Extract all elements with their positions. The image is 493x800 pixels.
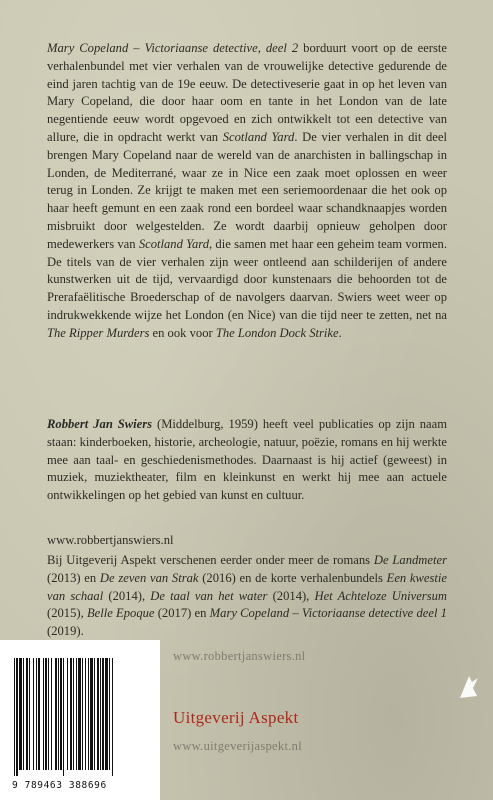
barcode-panel <box>0 640 160 800</box>
author-bio-text: (Middelburg, 1959) heeft veel publicaties op zijn naam staan: kinderboeken, historie, archeologie, natuur, poëzie, romans en hij werkte mee aan taal- en geschiedenismethodes. Daarnaast is hij actief (geweest) in muziek, muziektheater, film en kleinkunst en werkt hij mee aan actuele ontwikkelingen op het gebied van kunst en cultuur. <box>47 417 447 503</box>
work-title: Het Achteloze Universum <box>314 588 447 603</box>
isbn-number: 9 789463 388696 <box>12 780 107 791</box>
publisher-website[interactable]: www.uitgeverijaspekt.nl <box>173 739 302 753</box>
blurb-text-3: , die samen met haar een geheim team vormen. De titels van de vier verhalen zijn weer ontleend aan schilderijen of andere kunstwerken uit de tijd, vervaardigd door kunstenaars die behoorden tot de Prerafaëlitische Broederschap of de navolgers daarvan. Swiers weet weer op indrukwekkende wijze het London (en Nice) van die tijd neer te zetten, net na <box>47 236 447 322</box>
scotland-yard-2: Scotland Yard <box>138 236 210 251</box>
barcode-icon <box>12 658 148 778</box>
author-website-line: www.robbertjanswiers.nl <box>47 533 174 547</box>
work-title: De zeven van Strak <box>99 570 199 585</box>
blurb-text-4: en ook voor <box>149 325 216 340</box>
scotland-yard-1: Scotland Yard <box>222 129 295 144</box>
blurb-paragraph <box>47 40 447 343</box>
previous-works: Bij Uitgeverij Aspekt verschenen eerder onder meer de romans De Landmeter (2013) en De zeven van Strak (2016) en de korte verhalenbundels Een kwestie van schaal (2014), De taal van het water (2014), Het Achteloze Universum (2015), Belle Epoque (2017) en Mary Copeland – Victoriaanse detective deel 1 (2019). <box>47 553 447 639</box>
work-title: Mary Copeland – Victoriaanse detective deel 1 <box>209 606 447 621</box>
author-bio <box>47 416 447 505</box>
work-title: Belle Epoque <box>86 606 155 621</box>
title-ripper-murders: The Ripper Murders <box>47 325 150 340</box>
blurb-text-5: . <box>338 325 342 340</box>
title-london-dock-strike: The London Dock Strike <box>215 325 339 340</box>
publisher-name: Uitgeverij Aspekt <box>173 708 299 727</box>
work-title: De Landmeter <box>373 553 447 567</box>
author-website[interactable]: www.robbertjanswiers.nl <box>173 649 306 663</box>
author-name: Robbert Jan Swiers <box>47 417 153 431</box>
aspekt-bird-logo-icon <box>456 672 482 702</box>
work-title: De taal van het water <box>150 588 268 603</box>
book-title: Mary Copeland – Victoriaanse detective, deel 2 <box>47 41 299 55</box>
blurb-text-2: . De vier verhalen in dit deel brengen Mary Copeland naar de wereld van de anarchisten in ballingschap in Londen, de Mediterrané, waar ze in Nice een zaak moet oplossen en weer terug in Londen. Ze krijgt te maken met een seriemoordenaar die het ook op haar heeft gemunt en een zaak rond een bordeel waar schandknaapjes worden misbruikt door welgestelden. Ze wordt daarbij opnieuw geholpen door medewerkers van <box>47 129 447 251</box>
blurb-text-1: borduurt voort op de eerste verhalenbundel met vier verhalen van de vrouwelijke detective gedurende de eind jaren tachtig van de 19e eeuw. De detectiveserie gaat in op het leven van Mary Copeland, die door haar oom en tante in het London van de late negentiende eeuw wordt opgevoed en zich ontwikkelt tot een detective van allure, die in opdracht werkt van <box>47 41 447 144</box>
work-title: Een kwestie van schaal <box>47 570 447 603</box>
